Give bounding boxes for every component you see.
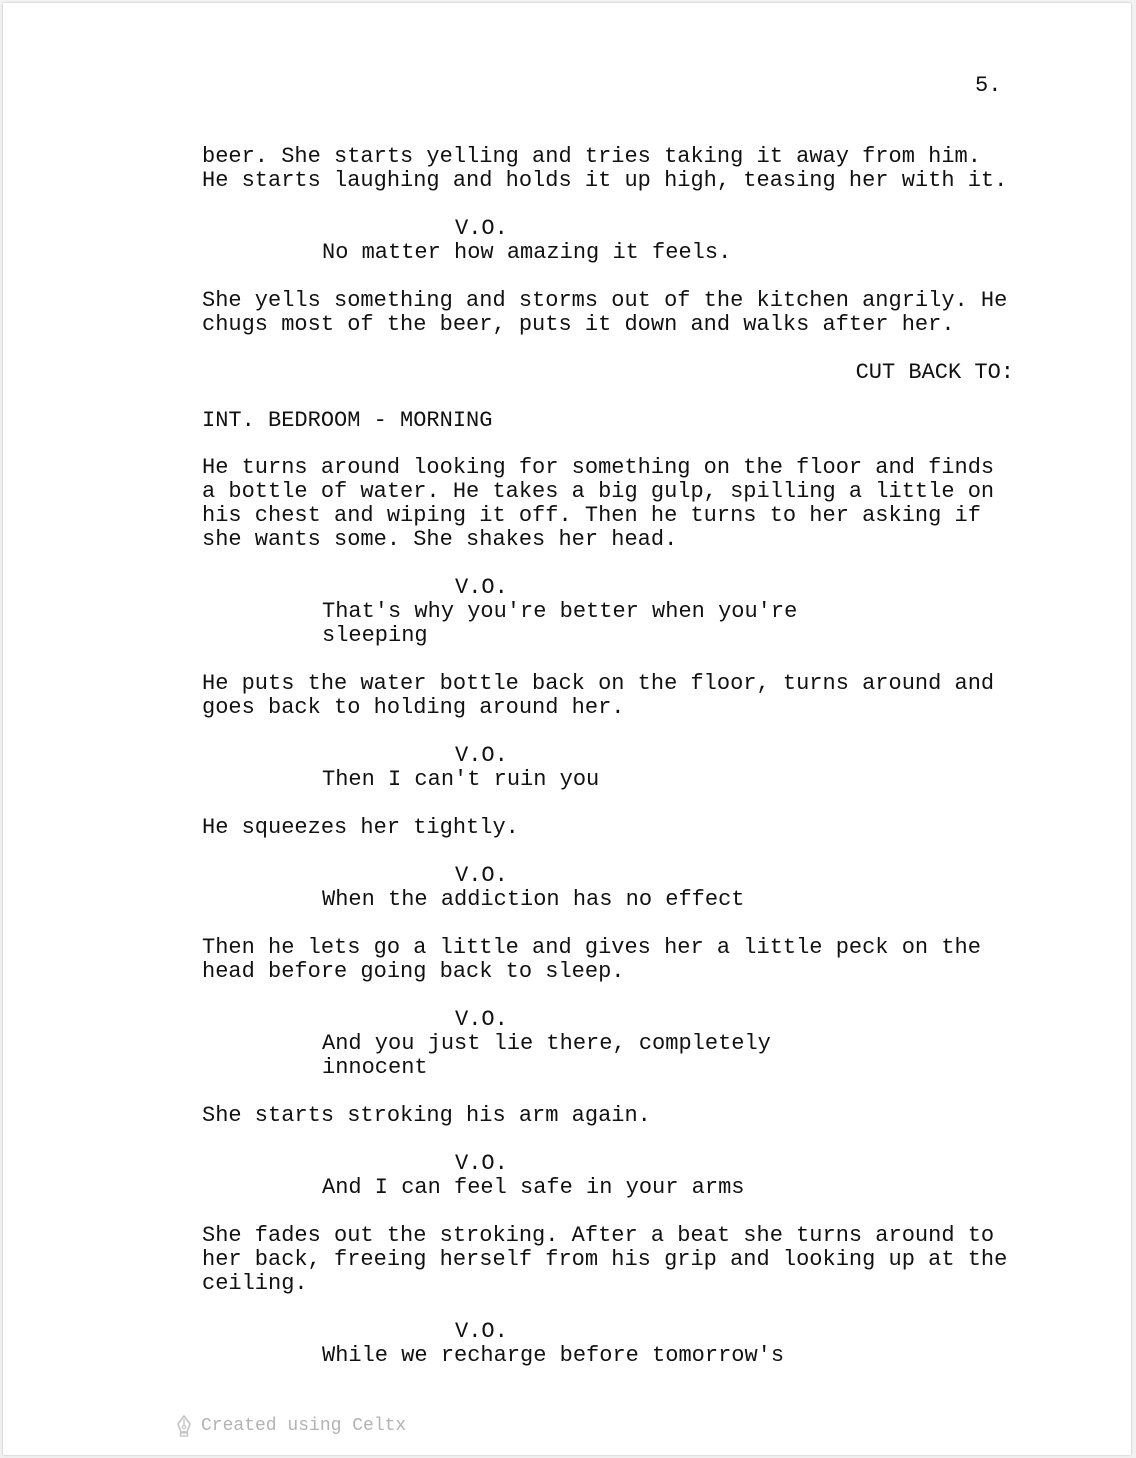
character-name: V.O. <box>455 743 508 768</box>
dialogue-block: And you just lie there, completely innocent <box>322 1031 771 1080</box>
celtx-footer <box>175 1414 406 1438</box>
script-page <box>3 3 1131 1455</box>
action-block: She fades out the stroking. After a beat she turns around to her back, freeing herself from his grip and looking up at the ceiling. <box>202 1223 1008 1296</box>
character-name: V.O. <box>455 1319 508 1344</box>
character-name: V.O. <box>455 863 508 888</box>
dialogue-block: While we recharge before tomorrow's <box>322 1343 785 1368</box>
character-name: V.O. <box>455 216 508 241</box>
dialogue-block: And I can feel safe in your arms <box>322 1175 745 1200</box>
character-name: V.O. <box>455 575 508 600</box>
dialogue-block: No matter how amazing it feels. <box>322 240 732 265</box>
action-block: beer. She starts yelling and tries taking it away from him. He starts laughing and holds it up high, teasing her with it. <box>202 144 1008 193</box>
character-name: V.O. <box>455 1007 508 1032</box>
action-block: He turns around looking for something on the floor and finds a bottle of water. He takes a big gulp, spilling a little on his chest and wiping it off. Then he turns to her asking if she wants some. She shakes her head. <box>202 455 995 552</box>
scene-heading: INT. BEDROOM - MORNING <box>202 408 493 433</box>
action-block: He squeezes her tightly. <box>202 815 519 840</box>
page-number: 5. <box>975 73 1002 98</box>
action-block: She starts stroking his arm again. <box>202 1103 651 1128</box>
action-block: He puts the water bottle back on the floor, turns around and goes back to holding around her. <box>202 671 995 720</box>
dialogue-block: Then I can't ruin you <box>322 767 600 792</box>
character-name: V.O. <box>455 1151 508 1176</box>
pen-nib-icon <box>175 1415 193 1437</box>
footer-text: Created using Celtx <box>201 1416 407 1436</box>
action-block: Then he lets go a little and gives her a little peck on the head before going back to sleep. <box>202 935 981 984</box>
dialogue-block: That's why you're better when you're sleeping <box>322 599 798 648</box>
transition: CUT BACK TO: <box>855 360 1014 385</box>
dialogue-block: When the addiction has no effect <box>322 887 745 912</box>
action-block: She yells something and storms out of the kitchen angrily. He chugs most of the beer, puts it down and walks after her. <box>202 288 1008 337</box>
